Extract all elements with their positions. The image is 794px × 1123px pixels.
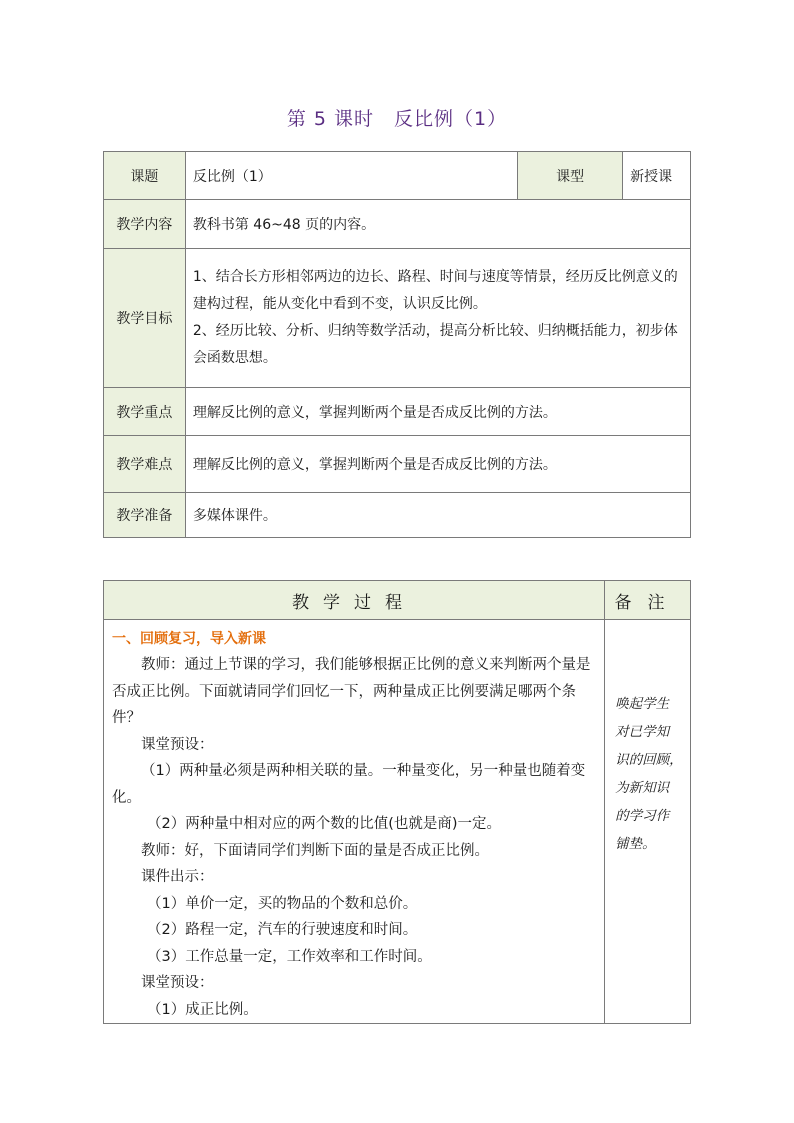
type-value: 新授课 — [623, 152, 691, 200]
type-label: 课型 — [518, 152, 623, 200]
paragraph: （1）成正比例。 — [147, 1001, 258, 1018]
goals-label: 教学目标 — [104, 249, 186, 388]
lesson-info-table — [103, 151, 691, 538]
process-header: 教学过程 — [104, 581, 605, 620]
paragraph: 教师：好，下面请同学们判断下面的量是否成正比例。 — [141, 842, 489, 859]
teaching-process-table — [103, 580, 691, 1024]
notes-header: 备注 — [605, 581, 691, 620]
paragraph: 课堂预设： — [141, 736, 214, 753]
note-line: 的学习作 — [615, 808, 670, 824]
paragraph: （2）路程一定，汽车的行驶速度和时间。 — [147, 922, 418, 938]
difficulty-label: 教学难点 — [104, 436, 186, 493]
note-line: 铺垫。 — [615, 836, 656, 852]
note-line: 对已学知 — [615, 724, 670, 740]
paragraph: （2）两种量中相对应的两个数的比值(也就是商)一定。 — [147, 816, 502, 832]
key-points-value: 理解反比例的意义，掌握判断两个量是否成反比例的方法。 — [185, 388, 690, 436]
process-body — [104, 620, 605, 1024]
preparation-label: 教学准备 — [104, 493, 186, 538]
page-title: 第 5 课时 反比例（1） — [286, 108, 508, 130]
note-line: 识的回顾， — [615, 752, 683, 768]
section-heading: 一、回顾复习，导入新课 — [112, 631, 266, 647]
handwritten-note — [605, 620, 691, 1024]
key-points-label: 教学重点 — [104, 388, 186, 436]
topic-label: 课题 — [104, 152, 186, 200]
topic-value: 反比例（1） — [185, 152, 517, 200]
content-label: 教学内容 — [104, 200, 186, 249]
paragraph: 课件出示： — [141, 869, 214, 885]
paragraph: （3）工作总量一定，工作效率和工作时间。 — [147, 948, 432, 965]
paragraph: （1）两种量必须是两种相关联的量。一种量变化，另一种量也随着变化。 — [112, 763, 586, 806]
difficulty-value: 理解反比例的意义，掌握判断两个量是否成反比例的方法。 — [185, 436, 690, 493]
goal-item: 2、经历比较、分析、归纳等数学活动，提高分析比较、归纳概括能力，初步体会函数思想。 — [192, 323, 678, 366]
goals-list — [185, 249, 690, 388]
note-line: 为新知识 — [615, 780, 670, 796]
preparation-value: 多媒体课件。 — [185, 493, 690, 538]
goal-item: 1、结合长方形相邻两边的边长、路程、时间与速度等情景，经历反比例意义的建构过程，能从变化中看到不变，认识反比例。 — [192, 269, 678, 312]
paragraph: 教师：通过上节课的学习，我们能够根据正比例的意义来判断两个量是否成正比例。下面就请同学们回忆一下，两种量成正比例要满足哪两个条件？ — [112, 657, 591, 726]
paragraph: （1）单价一定，买的物品的个数和总价。 — [147, 895, 418, 912]
content-value: 教科书第 46~48 页的内容。 — [185, 200, 690, 249]
note-line: 唤起学生 — [615, 696, 670, 712]
paragraph: 课堂预设： — [141, 975, 214, 991]
